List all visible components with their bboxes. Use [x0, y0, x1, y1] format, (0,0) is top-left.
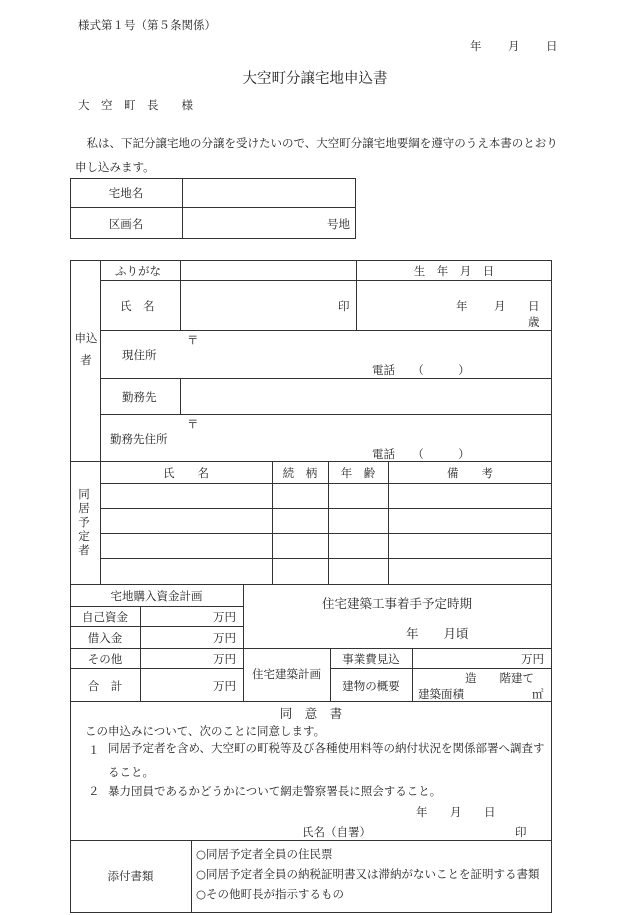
- date-month: 月: [508, 39, 520, 53]
- cost-estimate-field[interactable]: [414, 649, 518, 667]
- funding-title: 宅地購入資金計画: [110, 589, 203, 603]
- funding-unit-other: 万円: [213, 652, 236, 666]
- furigana-field[interactable]: [182, 262, 354, 279]
- floor-area-field[interactable]: [470, 684, 530, 699]
- attachment-item: ○同居予定者全員の住民票: [196, 847, 333, 861]
- address-field[interactable]: [200, 332, 550, 360]
- cohab-header-relation: 続 柄: [282, 466, 318, 480]
- funding-unit-own: 万円: [213, 610, 236, 624]
- age-year: 年: [456, 299, 468, 313]
- block-name-label: 区画名: [108, 217, 144, 231]
- page-title: 大空町分譲宅地申込書: [242, 71, 388, 87]
- attachments-label: 添付書類: [107, 869, 154, 883]
- area-unit: ㎡: [532, 687, 544, 701]
- age-month: 月: [494, 299, 506, 313]
- name-label: 氏 名: [120, 299, 155, 313]
- funding-label-total: 合 計: [87, 679, 123, 693]
- cohab-header-age: 年 齢: [340, 466, 376, 480]
- birth-date-label: 生 年 月 日: [413, 264, 495, 278]
- consent-date-month: 月: [450, 805, 462, 819]
- funding-total-field[interactable]: [142, 670, 212, 700]
- funding-loan-field[interactable]: [142, 628, 212, 647]
- cost-unit: 万円: [521, 652, 544, 666]
- lot-name-label: 宅地名: [108, 186, 144, 200]
- intro-text: 私は、下記分譲宅地の分譲を受けたいので、大空町分譲宅地要綱を遵守のうえ本書のとおり申し込みます。: [75, 136, 558, 174]
- construction-start-title: 住宅建築工事着手予定時期: [321, 596, 472, 611]
- postal-mark: 〒: [187, 333, 199, 347]
- name-seal: 印: [338, 299, 350, 313]
- consent-lead: この申込みについて、次のことに同意します。: [85, 724, 326, 738]
- employer-phone: 電話 （ ）: [372, 447, 470, 461]
- cohab-header-notes: 備 考: [447, 466, 493, 480]
- consent-seal: 印: [515, 825, 527, 839]
- name-field[interactable]: [182, 282, 354, 329]
- furigana-label: ふりがな: [115, 264, 161, 278]
- consent-signer-label: 氏名（自署）: [302, 825, 371, 839]
- building-structure: 造 階建て: [465, 671, 534, 685]
- employer-label: 勤務先: [122, 390, 157, 404]
- consent-date-year: 年: [416, 805, 428, 819]
- table-row[interactable]: [101, 484, 551, 507]
- funding-label-loan: 借入金: [87, 631, 123, 645]
- funding-label-own: 自己資金: [82, 610, 128, 624]
- funding-label-other: その他: [87, 652, 123, 666]
- consent-date-day: 日: [484, 805, 496, 819]
- addressee: 大 空 町 長 様: [78, 98, 193, 112]
- consent-item1-number: １: [88, 743, 100, 757]
- consent-title: 同 意 書: [279, 706, 343, 721]
- age-sai: 歳: [528, 315, 540, 329]
- date-year: 年: [470, 39, 482, 53]
- consent-item2: 暴力団員であるかどうかについて網走警察署長に照会すること。: [108, 784, 442, 798]
- funding-unit-loan: 万円: [213, 631, 236, 645]
- employer-address-field[interactable]: [200, 416, 550, 444]
- construction-plan-label: 住宅建築計画: [252, 667, 321, 681]
- lot-name-field[interactable]: [184, 180, 354, 206]
- funding-unit-total: 万円: [213, 679, 236, 693]
- floor-area-label: 建築面積: [418, 687, 464, 701]
- applicant-section-label: 申込者: [74, 331, 98, 367]
- address-label: 現住所: [122, 348, 157, 362]
- table-row[interactable]: [101, 559, 551, 583]
- building-overview-label: 建物の概要: [342, 679, 400, 693]
- address-phone: 電話 （ ）: [372, 363, 470, 377]
- attachment-item: ○同居予定者全員の納税証明書又は滞納がないことを証明する書類: [196, 867, 540, 881]
- cohabitants-section-label: 同居予定者: [78, 487, 90, 557]
- construction-start-ym: 年 月頃: [406, 626, 469, 641]
- consent-item2-number: ２: [88, 784, 100, 798]
- form-number: 様式第１号（第５条関係）: [78, 18, 216, 32]
- employer-address-label: 勤務先住所: [110, 432, 168, 446]
- cost-estimate-label: 事業費見込: [342, 652, 400, 666]
- table-row[interactable]: [101, 534, 551, 557]
- age-day: 日: [528, 299, 540, 313]
- funding-other-field[interactable]: [142, 649, 212, 667]
- funding-own-field[interactable]: [142, 607, 212, 625]
- consent-item1: 同居予定者を含め、大空町の町税等及び各種使用料等の納付状況を関係部署へ調査すること。: [108, 741, 545, 779]
- lot-number-suffix: 号地: [327, 217, 350, 231]
- cohab-header-name: 氏 名: [163, 466, 209, 480]
- employer-postal-mark: 〒: [187, 417, 199, 431]
- table-row[interactable]: [101, 509, 551, 532]
- consent-signature-field[interactable]: [376, 820, 506, 838]
- date-day: 日: [546, 39, 558, 53]
- employer-field[interactable]: [182, 380, 550, 413]
- attachment-item: ○その他町長が指示するもの: [196, 887, 345, 901]
